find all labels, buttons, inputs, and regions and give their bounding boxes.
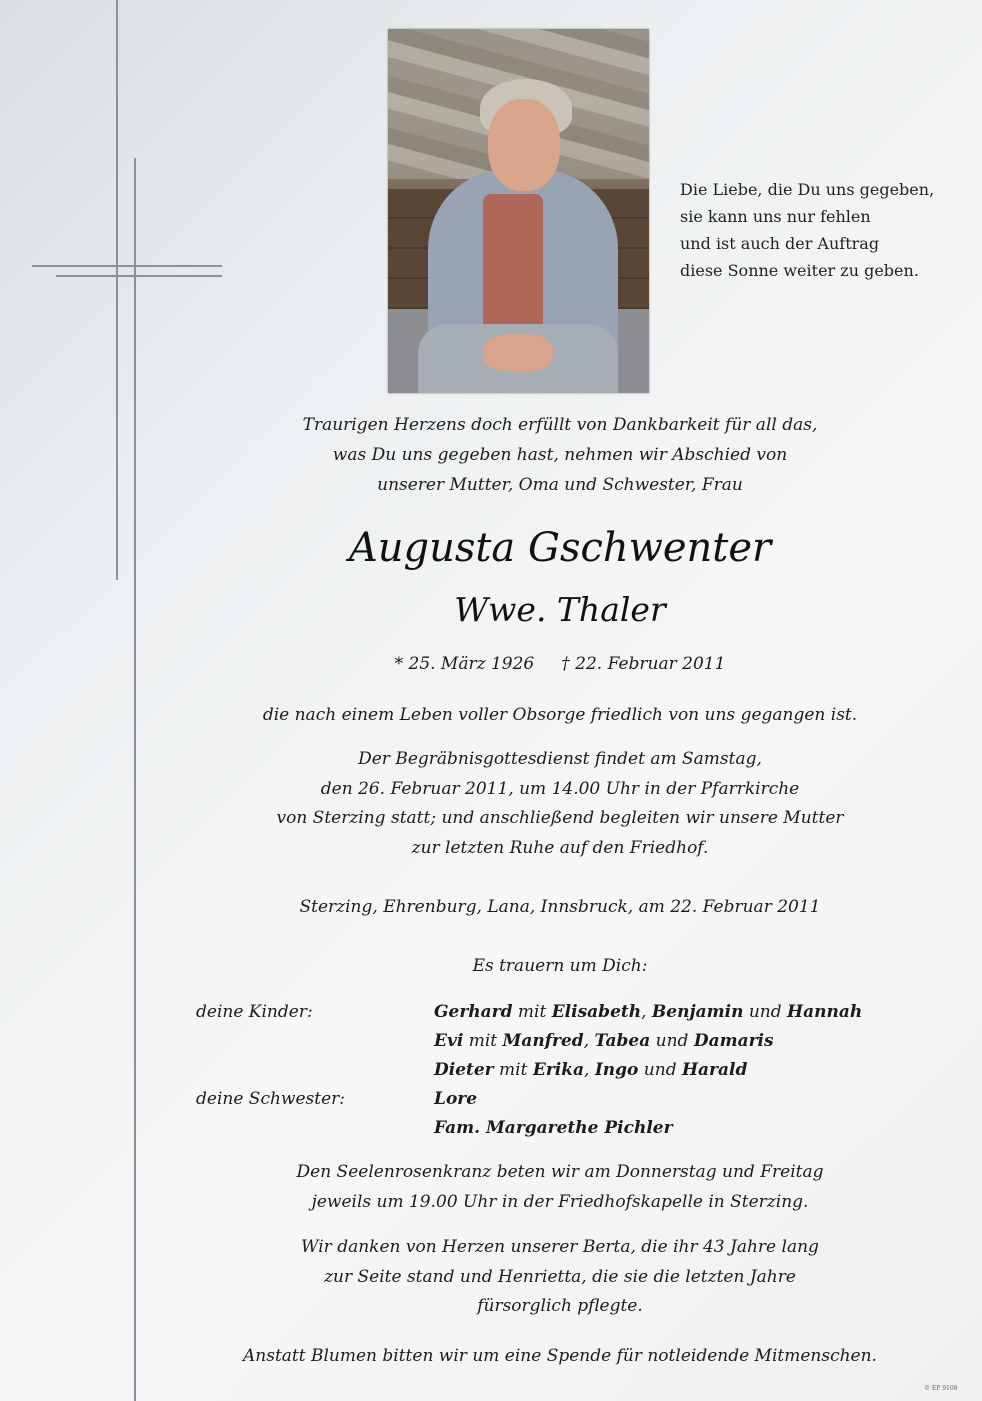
- cross-horizontal-top: [32, 265, 222, 267]
- intro-line: was Du uns gegeben hast, nehmen wir Abschied von: [332, 445, 788, 465]
- funeral-line: Der Begräbnisgottesdienst findet am Samstag,: [358, 749, 762, 769]
- mourner-row: [196, 1085, 956, 1114]
- mourner-names: [434, 1027, 774, 1056]
- mourner-names: [434, 1056, 747, 1085]
- mourner-names: [434, 1114, 673, 1143]
- connector-text: ,: [584, 1060, 595, 1080]
- thanks-line: fürsorglich pflegte.: [477, 1296, 643, 1316]
- rosary-line: jeweils um 19.00 Uhr in der Friedhofskapelle in Sterzing.: [311, 1191, 809, 1212]
- mourner-name: Manfred: [502, 1031, 584, 1051]
- cross-horizontal-bottom: [56, 275, 222, 277]
- funeral-info: [150, 745, 970, 863]
- children-label: deine Kinder:: [196, 1002, 313, 1022]
- mourner-names: [434, 998, 862, 1027]
- mourner-name: Evi: [434, 1031, 464, 1051]
- intro-text: [150, 410, 970, 500]
- connector-text: und: [638, 1060, 682, 1080]
- mourner-name: Fam. Margarethe Pichler: [434, 1118, 673, 1138]
- mourner-name: Elisabeth: [551, 1002, 642, 1022]
- mourner-row: [196, 998, 956, 1027]
- thanks-text: [150, 1233, 970, 1322]
- print-code: © EP 9108: [924, 1385, 958, 1392]
- quote-line: diese Sonne weiter zu geben.: [680, 261, 919, 280]
- funeral-line: zur letzten Ruhe auf den Friedhof.: [411, 837, 709, 858]
- sister-label: deine Schwester:: [196, 1089, 345, 1109]
- flowers-request: Anstatt Blumen bitten wir um eine Spende für notleidende Mitmenschen.: [243, 1346, 877, 1366]
- mourner-names: [434, 1085, 477, 1114]
- intro-line: unserer Mutter, Oma und Schwester, Frau: [377, 475, 743, 495]
- mourner-name: Lore: [434, 1089, 478, 1109]
- connector-text: mit: [463, 1031, 503, 1051]
- life-dates: * 25. März 1926 † 22. Februar 2011: [394, 654, 726, 674]
- mourner-row: [196, 1114, 956, 1143]
- memorial-quote: [680, 176, 980, 284]
- passing-text: die nach einem Leben voller Obsorge friedlich von uns gegangen ist.: [262, 705, 858, 725]
- cross-vertical-inner: [134, 158, 136, 1401]
- connector-text: und: [743, 1002, 788, 1022]
- funeral-line: den 26. Februar 2011, um 14.00 Uhr in der Pfarrkirche: [320, 778, 800, 799]
- deceased-name: Augusta Gschwenter: [348, 525, 772, 571]
- connector-text: ,: [583, 1031, 595, 1051]
- quote-line: und ist auch der Auftrag: [680, 234, 880, 253]
- mourner-name: Hannah: [787, 1002, 863, 1022]
- mourner-name: Tabea: [594, 1031, 651, 1051]
- mourner-name: Damaris: [693, 1031, 774, 1051]
- mourner-row: [196, 1027, 956, 1056]
- place-and-date: Sterzing, Ehrenburg, Lana, Innsbruck, am 22. Februar 2011: [299, 897, 821, 917]
- deceased-maiden-name: Wwe. Thaler: [454, 590, 666, 629]
- quote-line: Die Liebe, die Du uns gegeben,: [680, 180, 935, 199]
- mourner-name: Gerhard: [434, 1002, 513, 1022]
- connector-text: mit: [493, 1060, 533, 1080]
- mourner-name: Benjamin: [651, 1002, 744, 1022]
- portrait-photo: [388, 29, 649, 393]
- thanks-line: Wir danken von Herzen unserer Berta, die ihr 43 Jahre lang: [301, 1237, 819, 1257]
- mourner-row: [196, 1056, 956, 1085]
- mourner-name: Erika: [532, 1060, 585, 1080]
- connector-text: mit: [512, 1002, 552, 1022]
- mourners-list: [196, 998, 956, 1143]
- funeral-line: von Sterzing statt; und anschließend begleiten wir unsere Mutter: [276, 808, 844, 828]
- thanks-line: zur Seite stand und Henrietta, die sie die letzten Jahre: [324, 1266, 796, 1287]
- mourner-name: Dieter: [434, 1060, 494, 1080]
- cross-vertical-long: [116, 0, 118, 580]
- mourners-title: Es trauern um Dich:: [472, 956, 648, 976]
- connector-text: ,: [641, 1002, 652, 1022]
- intro-line: Traurigen Herzens doch erfüllt von Dankbarkeit für all das,: [302, 415, 818, 435]
- mourner-name: Ingo: [594, 1060, 639, 1080]
- rosary-info: [150, 1158, 970, 1217]
- connector-text: und: [650, 1031, 694, 1051]
- quote-line: sie kann uns nur fehlen: [680, 207, 871, 226]
- rosary-line: Den Seelenrosenkranz beten wir am Donnerstag und Freitag: [296, 1162, 824, 1182]
- mourner-name: Harald: [681, 1060, 748, 1080]
